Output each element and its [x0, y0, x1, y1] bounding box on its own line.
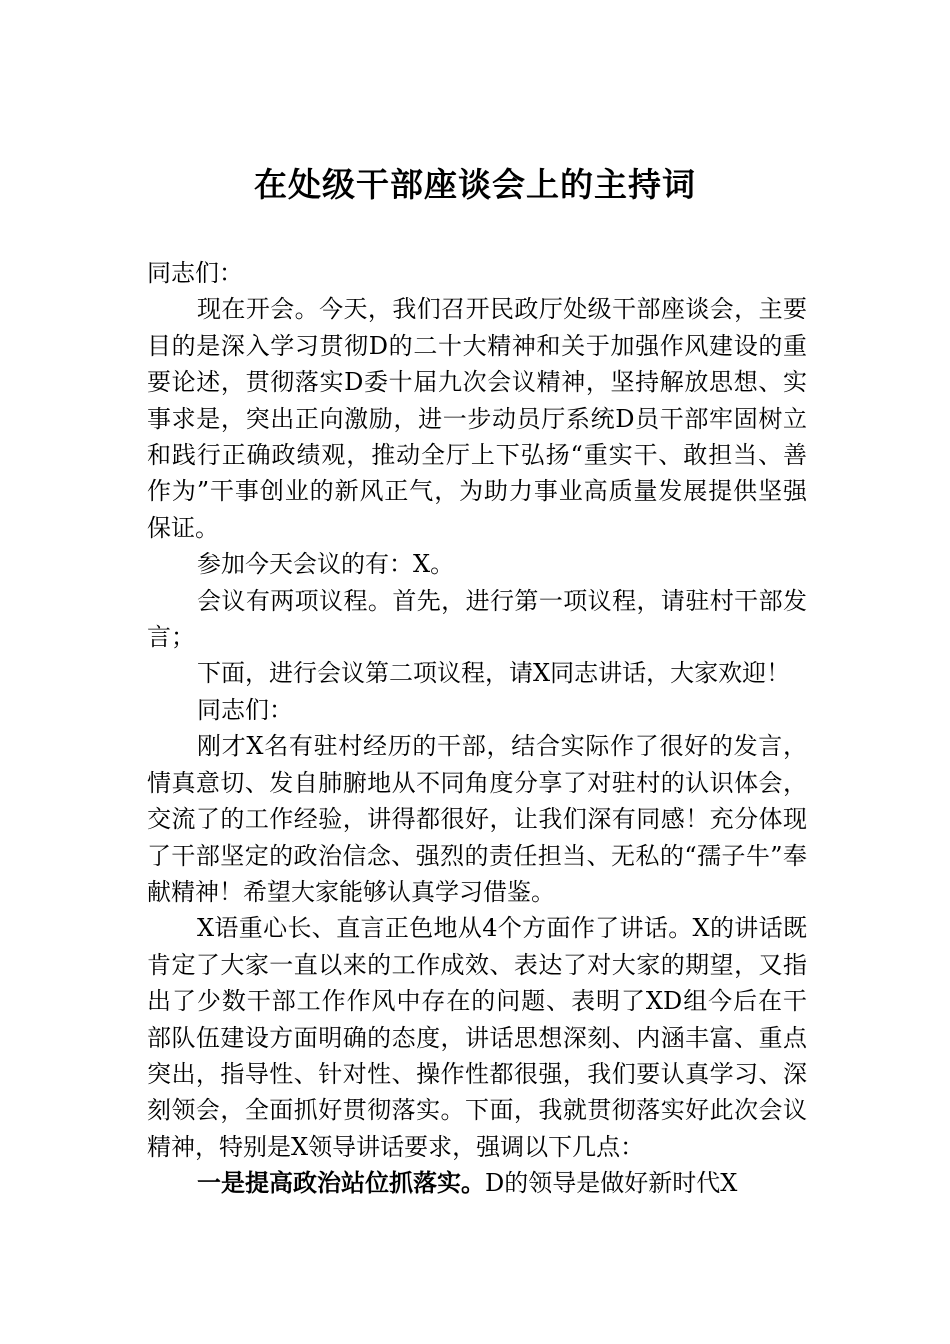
document-body — [147, 255, 807, 1202]
point-one-text: D的领导是做好新时代X — [485, 1169, 738, 1198]
paragraph-agenda-two: 下面，进行会议第二项议程，请X同志讲话，大家欢迎！ — [197, 659, 791, 688]
paragraph-leader-speech: X语重心长、直言正色地从4个方面作了讲话。X的讲话既肯定了大家一直以来的工作成效、表达了对大家的期望，又指出了少数干部工作作风中存在的问题、表明了XD组今后在干部队伍建设方面明确的态度，讲话思想深刻、内涵丰富、重点突出，指导性、针对性、操作性都很强，我们要认真学习、深刻领会，全面抓好贯彻落实。下面，我就贯彻落实好此次会议精神，特别是X领导讲话要求，强调以下几点： — [147, 914, 807, 1161]
paragraph-agenda-one: 会议有两项议程。首先，进行第一项议程，请驻村干部发言； — [147, 586, 807, 652]
document-title: 在处级干部座谈会上的主持词 — [254, 165, 696, 204]
point-one-heading: 一是提高政治站位抓落实。 — [197, 1168, 485, 1198]
salutation: 同志们： — [147, 259, 243, 287]
paragraph-opening: 现在开会。今天，我们召开民政厅处级干部座谈会，主要目的是深入学习贯彻D的二十大精神和关于加强作风建设的重要论述，贯彻落实D委十届九次会议精神，坚持解放思想、实事求是，突出正向激励，进一步动员厅系统D员干部牢固树立和践行正确政绩观，推动全厅上下弘扬“重实干、敢担当、善作为”干事创业的新风正气，为助力事业高质量发展提供坚强保证。 — [147, 295, 807, 542]
paragraph-speeches-summary: 刚才X名有驻村经历的干部，结合实际作了很好的发言，情真意切、发自肺腑地从不同角度分享了对驻村的认识体会，交流了的工作经验，讲得都很好，让我们深有同感！充分体现了干部坚定的政治信念、强烈的责任担当、无私的“孺子牛”奉献精神！希望大家能够认真学习借鉴。 — [147, 732, 807, 906]
paragraph-point-one — [147, 1165, 807, 1201]
paragraph-salutation-two: 同志们： — [197, 695, 293, 724]
paragraph-attendees: 参加今天会议的有：X。 — [197, 550, 455, 579]
